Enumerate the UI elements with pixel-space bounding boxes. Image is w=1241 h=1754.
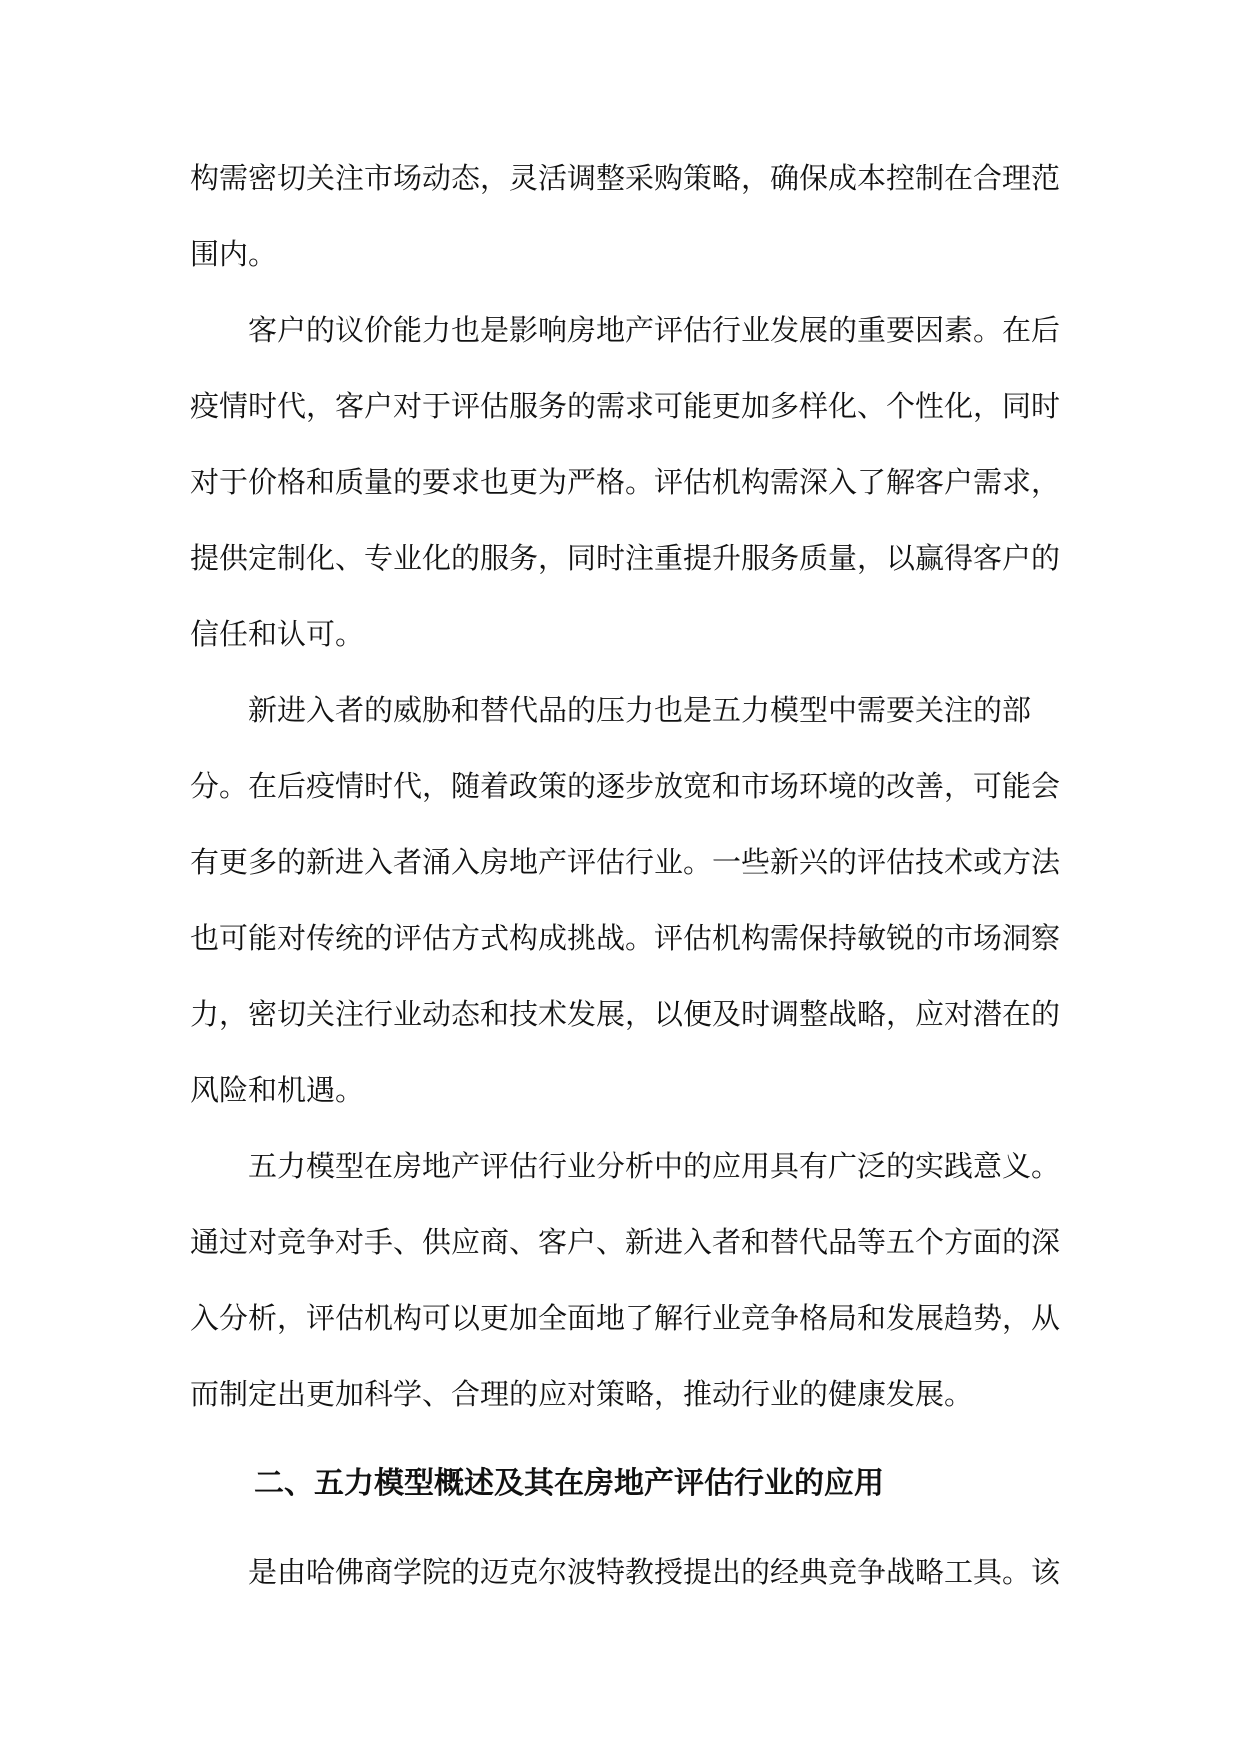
paragraph-customer-bargaining (190, 292, 1060, 672)
document-body (190, 140, 1060, 1610)
text-line: 围内。 (190, 237, 278, 271)
text-line: 是由哈佛商学院的迈克尔波特教授提出的经典竞争战略工具。该 (248, 1555, 1061, 1589)
text-line: 疫情时代，客户对于评估服务的需求可能更加多样化、个性化，同时 (190, 389, 1061, 423)
section-heading: 二、五力模型概述及其在房地产评估行业的应用 (254, 1466, 884, 1501)
text-line: 信任和认可。 (190, 617, 365, 651)
paragraph-new-entrants (190, 672, 1060, 1128)
paragraph-cost-control (190, 140, 1060, 292)
text-line: 而制定出更加科学、合理的应对策略，推动行业的健康发展。 (190, 1377, 974, 1411)
text-line: 入分析，评估机构可以更加全面地了解行业竞争格局和发展趋势，从 (190, 1301, 1061, 1335)
text-line: 通过对竞争对手、供应商、客户、新进入者和替代品等五个方面的深 (190, 1225, 1061, 1259)
paragraph-porter-intro (190, 1534, 1060, 1610)
text-line: 也可能对传统的评估方式构成挑战。评估机构需保持敏锐的市场洞察 (190, 921, 1061, 955)
text-line: 对于价格和质量的要求也更为严格。评估机构需深入了解客户需求， (190, 465, 1061, 499)
text-line: 有更多的新进入者涌入房地产评估行业。一些新兴的评估技术或方法 (190, 845, 1061, 879)
text-line: 风险和机遇。 (190, 1073, 365, 1107)
text-line: 五力模型在房地产评估行业分析中的应用具有广泛的实践意义。 (248, 1149, 1061, 1183)
text-line: 新进入者的威胁和替代品的压力也是五力模型中需要关注的部 (248, 693, 1032, 727)
text-line: 分。在后疫情时代，随着政策的逐步放宽和市场环境的改善，可能会 (190, 769, 1061, 803)
text-line: 构需密切关注市场动态，灵活调整采购策略，确保成本控制在合理范 (190, 161, 1061, 195)
text-line: 提供定制化、专业化的服务，同时注重提升服务质量，以赢得客户的 (190, 541, 1061, 575)
text-line: 客户的议价能力也是影响房地产评估行业发展的重要因素。在后 (248, 313, 1061, 347)
paragraph-practical-significance (190, 1128, 1060, 1432)
text-line: 力，密切关注行业动态和技术发展，以便及时调整战略，应对潜在的 (190, 997, 1061, 1031)
